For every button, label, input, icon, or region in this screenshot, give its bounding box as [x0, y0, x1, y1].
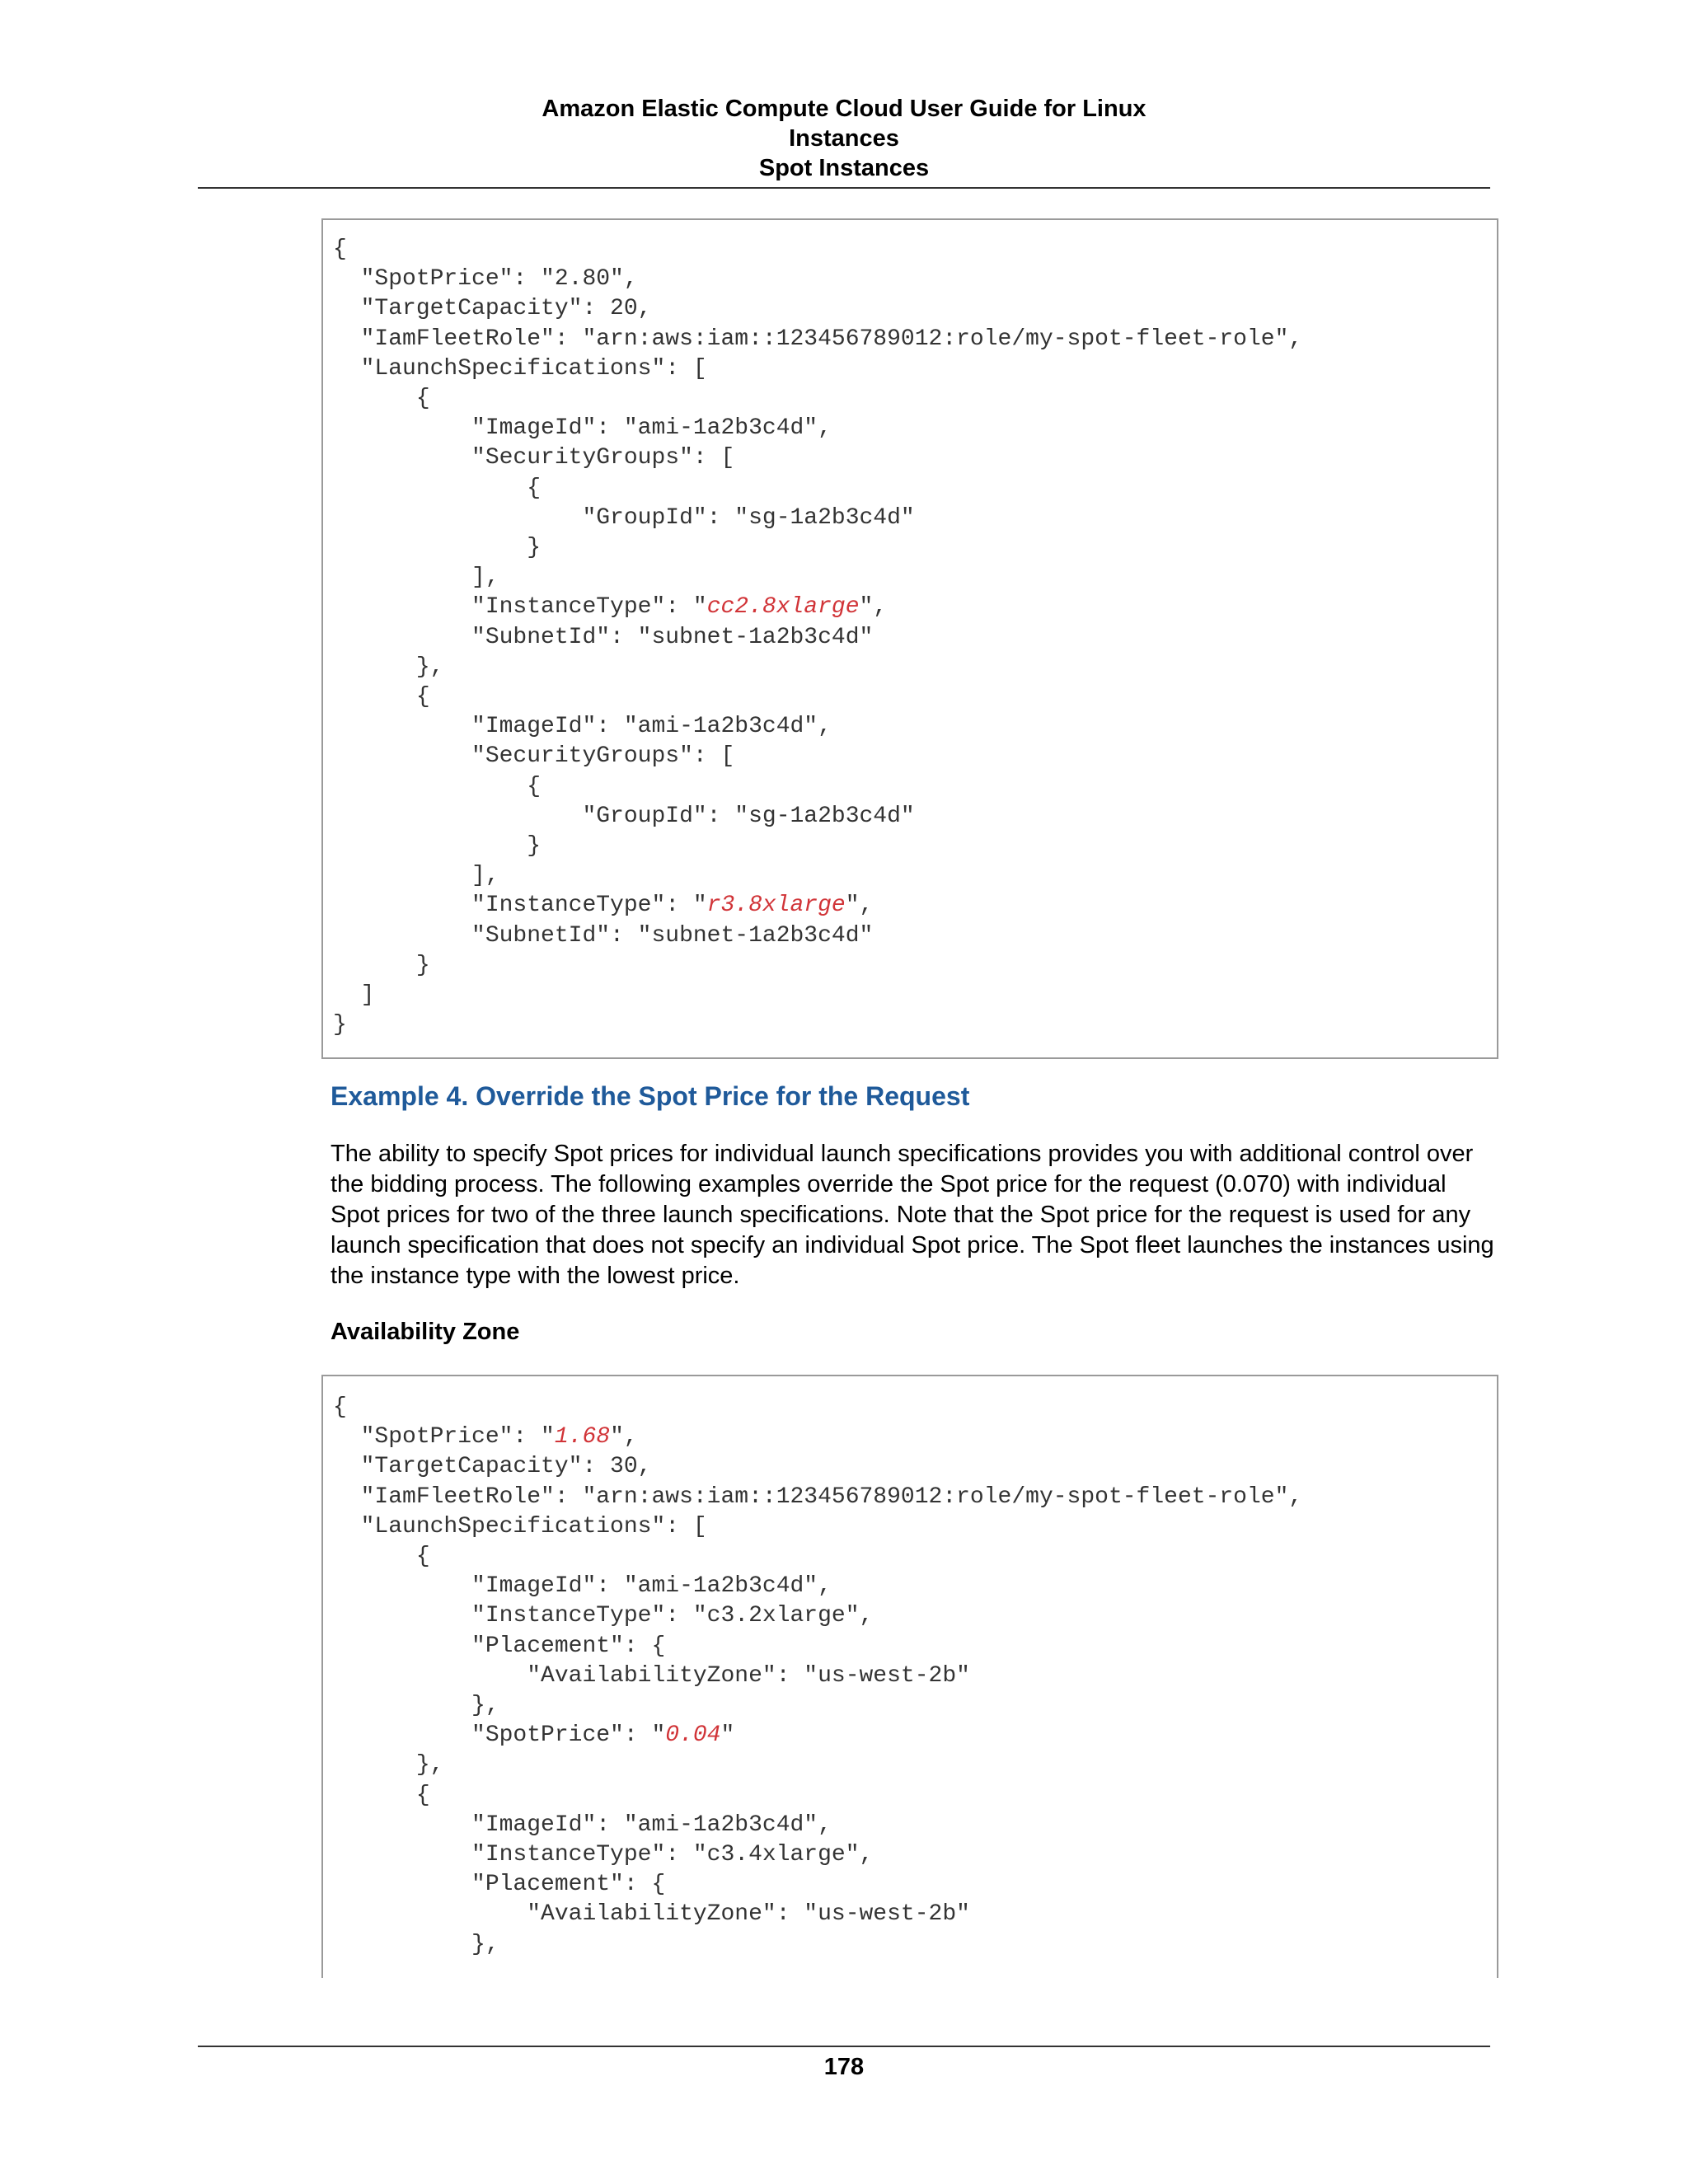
code-text: ], — [333, 565, 499, 591]
body-paragraph: The ability to specify Spot prices for individual launch specifications provides you with additional control over the bidding process. The following examples override the Spot price for the request (0.070) with individual Spot prices for two of the three launch specifications. Note that the Spot price for the request is used for any launch specification that does not specify an individual Spot price. The Spot fleet launches the instances using the instance type with the lowest price. — [331, 1141, 1494, 1289]
code-block-2 — [321, 1375, 1498, 1978]
footer-rule — [198, 2046, 1490, 2047]
code-line — [333, 1721, 734, 1750]
code-line — [333, 1393, 347, 1422]
code-line — [333, 1691, 499, 1721]
code-line — [333, 772, 541, 802]
code-text: } — [333, 535, 542, 560]
code-text: "SubnetId": "subnet-1a2b3c4d" — [333, 922, 874, 949]
code-text: "InstanceType": " — [333, 594, 707, 621]
code-line — [333, 921, 873, 951]
code-text: " — [720, 1722, 735, 1749]
code-highlight-value: r3.8xlarge — [706, 893, 846, 919]
code-text: "ImageId": "ami-1a2b3c4d", — [333, 1573, 832, 1600]
code-line — [333, 1010, 347, 1040]
code-highlight-value: 0.04 — [665, 1722, 721, 1749]
code-line — [333, 802, 915, 832]
code-text: "GroupId": "sg-1a2b3c4d" — [333, 803, 915, 829]
code-text: { — [333, 475, 542, 501]
code-highlight-value: 1.68 — [554, 1424, 611, 1451]
code-text: "SpotPrice": " — [333, 1424, 555, 1451]
code-text: "LaunchSpecifications": [ — [333, 1513, 707, 1540]
code-text: }, — [333, 654, 444, 680]
code-line — [333, 474, 541, 504]
code-text: } — [333, 833, 542, 859]
code-line — [333, 1811, 832, 1840]
subheading-availability-zone: Availability Zone — [331, 1319, 520, 1345]
code-text: "ImageId": "ami-1a2b3c4d", — [333, 714, 832, 740]
code-text: "InstanceType": "c3.2xlarge", — [333, 1603, 874, 1629]
code-text: "GroupId": "sg-1a2b3c4d" — [333, 504, 915, 531]
code-line — [333, 235, 347, 265]
header-chapter: Instances — [789, 125, 899, 152]
code-text: ", — [845, 893, 874, 919]
code-line — [333, 1781, 430, 1811]
code-line — [333, 504, 915, 533]
code-text: { — [333, 773, 542, 799]
code-line — [333, 981, 374, 1010]
code-line — [333, 1930, 499, 1960]
code-text: }, — [333, 1931, 499, 1957]
code-text: } — [333, 1012, 347, 1038]
code-text: ] — [333, 982, 375, 1008]
code-text: ], — [333, 863, 499, 889]
code-text: "LaunchSpecifications": [ — [333, 355, 707, 382]
code-text: "TargetCapacity": 20, — [333, 296, 652, 322]
code-text: }, — [333, 1752, 444, 1779]
header-rule — [198, 187, 1490, 189]
code-text: "InstanceType": " — [333, 893, 707, 919]
code-line — [333, 414, 832, 443]
code-text: "Placement": { — [333, 1633, 666, 1659]
code-text: { — [333, 386, 430, 411]
code-text: "SecurityGroups": [ — [333, 445, 735, 471]
code-line — [333, 443, 734, 473]
code-text: } — [333, 952, 430, 978]
code-line — [333, 742, 734, 771]
header-section: Spot Instances — [758, 155, 930, 181]
code-text: { — [333, 1394, 347, 1420]
code-highlight-value: cc2.8xlarge — [706, 594, 860, 621]
code-text: ", — [859, 594, 888, 621]
code-text: "ImageId": "ami-1a2b3c4d", — [333, 1811, 832, 1838]
code-text: { — [333, 237, 347, 262]
code-line — [333, 1661, 970, 1691]
code-line — [333, 1750, 443, 1780]
code-text: "IamFleetRole": "arn:aws:iam::123456789012:role/my-spot-fleet-role", — [333, 1483, 1303, 1510]
code-line — [333, 265, 638, 294]
code-line — [333, 1870, 665, 1900]
code-line — [333, 1632, 665, 1661]
code-text: "AvailabilityZone": "us-west-2b" — [333, 1901, 970, 1928]
code-text: "ImageId": "ami-1a2b3c4d", — [333, 415, 832, 442]
section-heading: Example 4. Override the Spot Price for the Request — [331, 1081, 970, 1111]
code-text: "AvailabilityZone": "us-west-2b" — [333, 1662, 970, 1689]
code-line — [333, 354, 707, 384]
code-text: { — [333, 1544, 430, 1569]
code-line — [333, 623, 873, 653]
code-line — [333, 1483, 1302, 1512]
code-line — [333, 832, 541, 861]
code-line — [333, 891, 873, 921]
code-text: { — [333, 684, 430, 710]
code-line — [333, 1542, 430, 1572]
code-text: { — [333, 1782, 430, 1808]
code-line — [333, 563, 499, 593]
code-text: "InstanceType": "c3.4xlarge", — [333, 1842, 874, 1868]
code-line — [333, 712, 832, 742]
code-line — [333, 294, 651, 324]
code-line — [333, 653, 443, 682]
code-text: "SpotPrice": " — [333, 1722, 666, 1749]
code-line — [333, 1601, 873, 1631]
code-text: ", — [610, 1424, 638, 1451]
code-line — [333, 682, 430, 712]
code-line — [333, 325, 1302, 354]
header-guide-title: Amazon Elastic Compute Cloud User Guide for Linux — [542, 96, 1146, 122]
code-line — [333, 1572, 832, 1601]
code-text: "SecurityGroups": [ — [333, 743, 735, 770]
code-line — [333, 593, 887, 622]
code-block-1 — [321, 218, 1498, 1059]
code-line — [333, 1840, 873, 1870]
code-text: "IamFleetRole": "arn:aws:iam::123456789012:role/my-spot-fleet-role", — [333, 326, 1303, 352]
code-line — [333, 1452, 651, 1482]
code-text: "SpotPrice": "2.80", — [333, 266, 638, 293]
code-line — [333, 1422, 638, 1452]
code-text: "Placement": { — [333, 1872, 666, 1898]
page-number: 178 — [823, 2054, 865, 2080]
code-text: "TargetCapacity": 30, — [333, 1454, 652, 1480]
running-header — [0, 94, 1688, 183]
code-line — [333, 861, 499, 891]
code-line — [333, 1900, 970, 1929]
code-text: "SubnetId": "subnet-1a2b3c4d" — [333, 624, 874, 650]
code-line — [333, 533, 541, 563]
code-line — [333, 951, 430, 981]
code-line — [333, 1512, 707, 1542]
code-text: }, — [333, 1693, 499, 1718]
code-line — [333, 384, 430, 414]
